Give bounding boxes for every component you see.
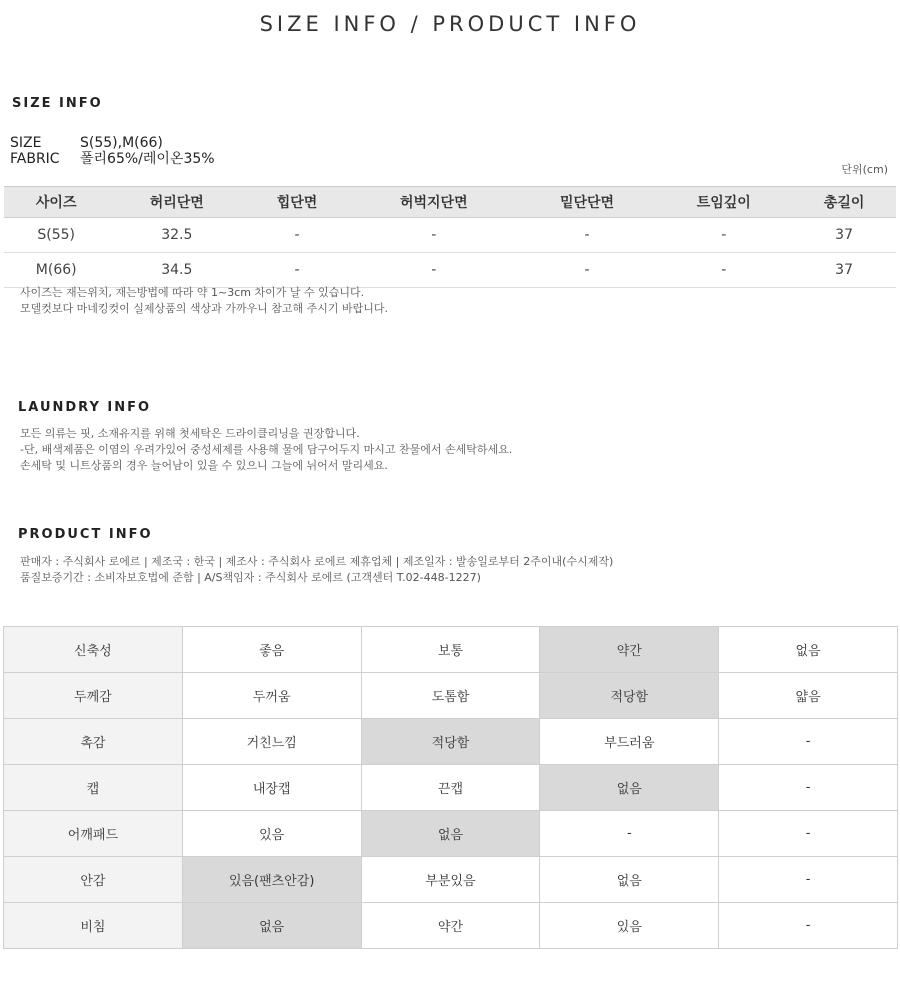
note-line: 사이즈는 재는위치, 재는방법에 따라 약 1~3cm 차이가 날 수 있습니다. <box>20 286 365 299</box>
size-table-header <box>4 187 896 218</box>
size-value: S(55),M(66) <box>80 135 163 151</box>
feel-option-selected: 있음(팬츠안감) <box>182 857 361 903</box>
feel-option: - <box>719 765 898 811</box>
feel-option: 없음 <box>540 857 719 903</box>
feel-option: 내장캡 <box>182 765 361 811</box>
feel-option: 도톰함 <box>361 673 540 719</box>
feel-option: - <box>719 857 898 903</box>
table-cell: - <box>245 253 349 288</box>
feel-row-label: 촉감 <box>4 719 183 765</box>
table-row <box>4 218 896 253</box>
fabric-label: FABRIC <box>10 151 60 167</box>
table-cell: - <box>245 218 349 253</box>
feel-row-label: 신축성 <box>4 627 183 673</box>
column-header: 힙단면 <box>245 187 349 218</box>
column-header: 사이즈 <box>4 187 108 218</box>
feel-row-label: 어깨패드 <box>4 811 183 857</box>
fabric-spec-line <box>10 151 215 167</box>
page-title: SIZE INFO / PRODUCT INFO <box>259 12 641 36</box>
table-cell: - <box>655 218 792 253</box>
product-info-heading: PRODUCT INFO <box>18 527 153 542</box>
feel-option: 있음 <box>540 903 719 949</box>
size-label: SIZE <box>10 135 42 151</box>
feel-option: 약간 <box>361 903 540 949</box>
table-cell: - <box>519 218 656 253</box>
feel-row <box>4 903 898 949</box>
note-line: 손세탁 및 니트상품의 경우 늘어남이 있을 수 있으니 그늘에 뉘어서 말리세요. <box>20 459 388 472</box>
feel-option-selected: 없음 <box>182 903 361 949</box>
table-cell: 37 <box>792 218 896 253</box>
feel-row <box>4 765 898 811</box>
feel-row <box>4 627 898 673</box>
feel-option: 좋음 <box>182 627 361 673</box>
feel-row <box>4 857 898 903</box>
feel-row-label: 안감 <box>4 857 183 903</box>
feel-option: 있음 <box>182 811 361 857</box>
feel-row-label: 캡 <box>4 765 183 811</box>
feel-option: 끈캡 <box>361 765 540 811</box>
table-cell: S(55) <box>4 218 108 253</box>
feel-row-label: 비침 <box>4 903 183 949</box>
feel-option-selected: 없음 <box>540 765 719 811</box>
laundry-notes <box>20 426 512 474</box>
table-row <box>4 253 896 288</box>
laundry-info-heading: LAUNDRY INFO <box>18 400 152 415</box>
table-cell: - <box>655 253 792 288</box>
feel-option: 없음 <box>719 627 898 673</box>
column-header: 허벅지단면 <box>349 187 519 218</box>
table-cell: 34.5 <box>108 253 245 288</box>
feel-row <box>4 673 898 719</box>
column-header: 허리단면 <box>108 187 245 218</box>
feel-row <box>4 719 898 765</box>
table-cell: - <box>349 218 519 253</box>
feel-option-selected: 적당함 <box>361 719 540 765</box>
feel-option: 거친느낌 <box>182 719 361 765</box>
product-notes <box>20 554 613 586</box>
unit-label: 단위(cm) <box>841 163 888 176</box>
feel-option: 두꺼움 <box>182 673 361 719</box>
table-cell: M(66) <box>4 253 108 288</box>
size-notes <box>20 285 388 317</box>
feel-option: - <box>719 903 898 949</box>
feel-option: 부드러움 <box>540 719 719 765</box>
fabric-feel-table <box>3 626 898 949</box>
feel-row <box>4 811 898 857</box>
feel-option: - <box>540 811 719 857</box>
note-line: 모델컷보다 마네킹컷이 실제상품의 색상과 가까우니 참고해 주시기 바랍니다. <box>20 302 389 315</box>
feel-option: - <box>719 719 898 765</box>
fabric-value: 폴리65%/레이온35% <box>80 151 215 167</box>
feel-option-selected: 적당함 <box>540 673 719 719</box>
feel-option: - <box>719 811 898 857</box>
size-info-heading: SIZE INFO <box>12 96 103 111</box>
feel-option: 얇음 <box>719 673 898 719</box>
column-header: 총길이 <box>792 187 896 218</box>
column-header: 밑단단면 <box>519 187 656 218</box>
table-cell: - <box>519 253 656 288</box>
note-line: 품질보증기간 : 소비자보호법에 준함 | A/S책임자 : 주식회사 로에르 (고객센터 T.02-448-1227) <box>20 571 481 584</box>
size-table <box>4 186 896 288</box>
column-header: 트임깊이 <box>655 187 792 218</box>
note-line: 판매자 : 주식회사 로에르 | 제조국 : 한국 | 제조사 : 주식회사 로에르 제휴업체 | 제조일자 : 발송일로부터 2주이내(수시제작) <box>20 555 614 568</box>
note-line: -단, 배색제품은 이염의 우려가있어 중성세제를 사용해 물에 담구어두지 마시고 찬물에서 손세탁하세요. <box>20 443 513 456</box>
feel-row-label: 두께감 <box>4 673 183 719</box>
feel-option-selected: 약간 <box>540 627 719 673</box>
feel-option: 부분있음 <box>361 857 540 903</box>
table-cell: 37 <box>792 253 896 288</box>
feel-option-selected: 없음 <box>361 811 540 857</box>
table-cell: - <box>349 253 519 288</box>
feel-option: 보통 <box>361 627 540 673</box>
table-cell: 32.5 <box>108 218 245 253</box>
size-spec-line <box>10 135 163 151</box>
note-line: 모든 의류는 핏, 소재유지를 위해 첫세탁은 드라이클리닝을 권장합니다. <box>20 427 360 440</box>
